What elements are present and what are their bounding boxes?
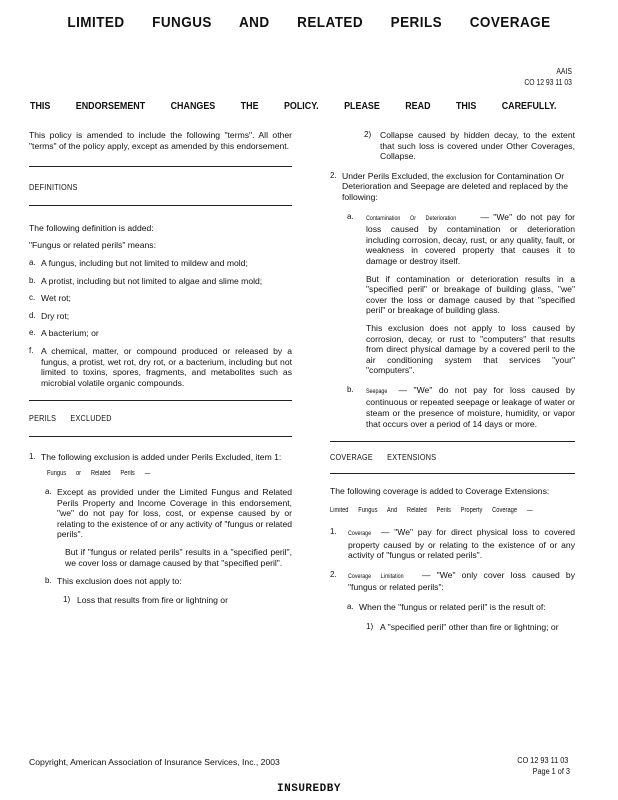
endorsement-notice: THIS ENDORSEMENT CHANGES THE POLICY. PLEASE READ THIS CAREFULLY. — [30, 100, 557, 112]
inline-label: Coverage Limitation — [348, 572, 404, 580]
list-text: When the "fungus or related peril" is the result of: — [359, 602, 546, 612]
list-text: The following exclusion is added under Perils Excluded, item 1: — [41, 451, 282, 462]
inline-label: Coverage — [348, 530, 372, 538]
divider — [29, 166, 292, 167]
intro-paragraph: This policy is amended to include the following "terms". All other "terms" of the policy apply, except as amended by this endorsement. — [29, 130, 292, 151]
coverage-intro: The following coverage is added to Coverage Extensions: — [330, 485, 550, 496]
list-marker: 2. — [330, 170, 337, 180]
list-marker: c. — [29, 293, 36, 303]
divider — [29, 205, 292, 206]
list-item — [63, 595, 292, 606]
list-marker: a. — [45, 487, 52, 497]
list-marker: d. — [29, 310, 36, 320]
definitions-heading: DEFINITIONS — [29, 182, 78, 193]
list-item — [29, 311, 292, 322]
list-item — [366, 622, 575, 633]
list-marker: a. — [29, 257, 36, 267]
list-item — [29, 346, 292, 388]
list-text: A bacterium; or — [41, 328, 99, 339]
inline-label: Contamination Or Deterioration — [366, 214, 457, 222]
coverage-extensions-heading: COVERAGE EXTENSIONS — [330, 452, 437, 463]
form-code-block — [524, 66, 572, 88]
list-item — [330, 171, 575, 203]
list-text: — "We" only cover loss caused by "fungus or related perils": — [348, 569, 576, 593]
divider — [330, 473, 575, 474]
form-number: CO 12 93 11 03 — [517, 755, 569, 765]
form-number: CO 12 93 11 03 — [524, 78, 572, 87]
list-marker: f. — [29, 345, 34, 355]
list-marker: 2. — [330, 569, 337, 579]
paragraph: This exclusion does not apply to loss caused by corrosion, decay, or rust to "computers" that results from direct physical damage by a covered peril to the air conditioning system that services "your" "computers". — [366, 322, 575, 376]
list-text: Except as provided under the Limited Fungus and Related Perils Property and Income Coverage in this endorsement, "we" do not pay for loss, cost, or expense caused by or relating to the existence of or any activity of "fungus or related perils". — [57, 487, 292, 540]
list-item — [29, 258, 292, 269]
list-marker: 2) — [364, 130, 372, 139]
list-text: Wet rot; — [41, 293, 71, 304]
list-marker: b. — [45, 576, 52, 586]
list-item — [29, 276, 292, 287]
list-text: — "We" pay for direct physical loss to covered property caused by or relating to the existence of or any activity of "fungus or related perils". — [348, 527, 575, 561]
document-title: LIMITED FUNGUS AND RELATED PERILS COVERAGE — [67, 14, 551, 31]
perils-excluded-heading: PERILS EXCLUDED — [29, 413, 112, 424]
list-text: A "specified peril" other than fire or lightning; or — [380, 621, 559, 632]
list-text: — "We" do not pay for loss caused by continuous or repeated seepage or leakage of water or steam or the presence of moisture, humidity, or vapor that occurs over a period of 14 days or more. — [366, 384, 575, 429]
list-marker: a. — [347, 211, 354, 221]
list-item — [347, 385, 575, 429]
left-column — [29, 130, 292, 605]
paragraph: But if "fungus or related perils" results in a "specified peril", we cover loss or damage caused by that "specified peril". — [65, 547, 292, 568]
list-marker: 1) — [366, 621, 374, 631]
list-marker: a. — [347, 602, 354, 611]
page-number: Page 1 of 3 — [532, 766, 570, 776]
list-marker: b. — [347, 384, 354, 394]
list-text: Collapse caused by hidden decay, to the extent that such loss is covered under Other Coverages, Collapse. — [380, 130, 575, 162]
list-item — [330, 527, 575, 561]
list-text: Under Perils Excluded, the exclusion for Contamination Or Deterioration and Seepage are deleted and replaced by the following: — [342, 170, 568, 202]
list-item — [347, 602, 575, 613]
list-marker: 1. — [330, 527, 337, 537]
list-item — [29, 293, 292, 304]
coverage-label: Limited Fungus And Related Perils Property Coverage — — [330, 507, 533, 515]
divider — [29, 400, 292, 401]
insured-by-stamp: INSUREDBY — [277, 783, 341, 795]
copyright-notice: Copyright, American Association of Insurance Services, Inc., 2003 — [29, 757, 280, 767]
list-item — [364, 130, 575, 162]
list-text: — "We" do not pay for loss caused by contamination or deterioration including corrosion, decay, rust, or any quality, fault, or weakness in covered property that causes it to damage or destroy itself. — [366, 211, 575, 266]
aais-label: AAIS — [556, 67, 572, 76]
list-text: A protist, including but not limited to algae and slime mold; — [41, 275, 263, 286]
list-text: A chemical, matter, or compound produced or released by a fungus, a protist, wet rot, dry rot, or a bacterium, including but not limited to toxins, spores, fragments, and metabolites such as microbial volatile organic compounds. — [41, 345, 292, 388]
right-column — [330, 130, 575, 632]
divider — [29, 436, 292, 437]
inline-label: Seepage — [366, 387, 388, 395]
list-text: This exclusion does not apply to: — [57, 576, 182, 587]
definitions-intro: The following definition is added: — [29, 222, 154, 233]
fungus-label: Fungus or Related Perils — — [47, 469, 151, 477]
list-item — [29, 328, 292, 339]
list-text: A fungus, including but not limited to mildew and mold; — [41, 257, 248, 268]
list-marker: 1) — [63, 594, 71, 604]
list-marker: e. — [29, 328, 36, 338]
list-item — [330, 570, 575, 593]
paragraph: But if contamination or deterioration results in a "specified peril" or breakage of building glass, "we" cover the loss or damage caused by that "specified peril" or breakage of building glass. — [366, 273, 575, 316]
list-item — [45, 576, 292, 587]
list-text: Dry rot; — [41, 310, 70, 321]
fungus-means: "Fungus or related perils" means: — [29, 240, 156, 251]
list-marker: 1. — [29, 451, 36, 461]
list-text: Loss that results from fire or lightning or — [77, 594, 228, 605]
list-marker: b. — [29, 275, 36, 285]
list-item — [347, 212, 575, 267]
footer-code-block — [517, 755, 570, 777]
list-item — [29, 452, 292, 463]
divider — [330, 441, 575, 442]
list-item — [45, 487, 292, 540]
